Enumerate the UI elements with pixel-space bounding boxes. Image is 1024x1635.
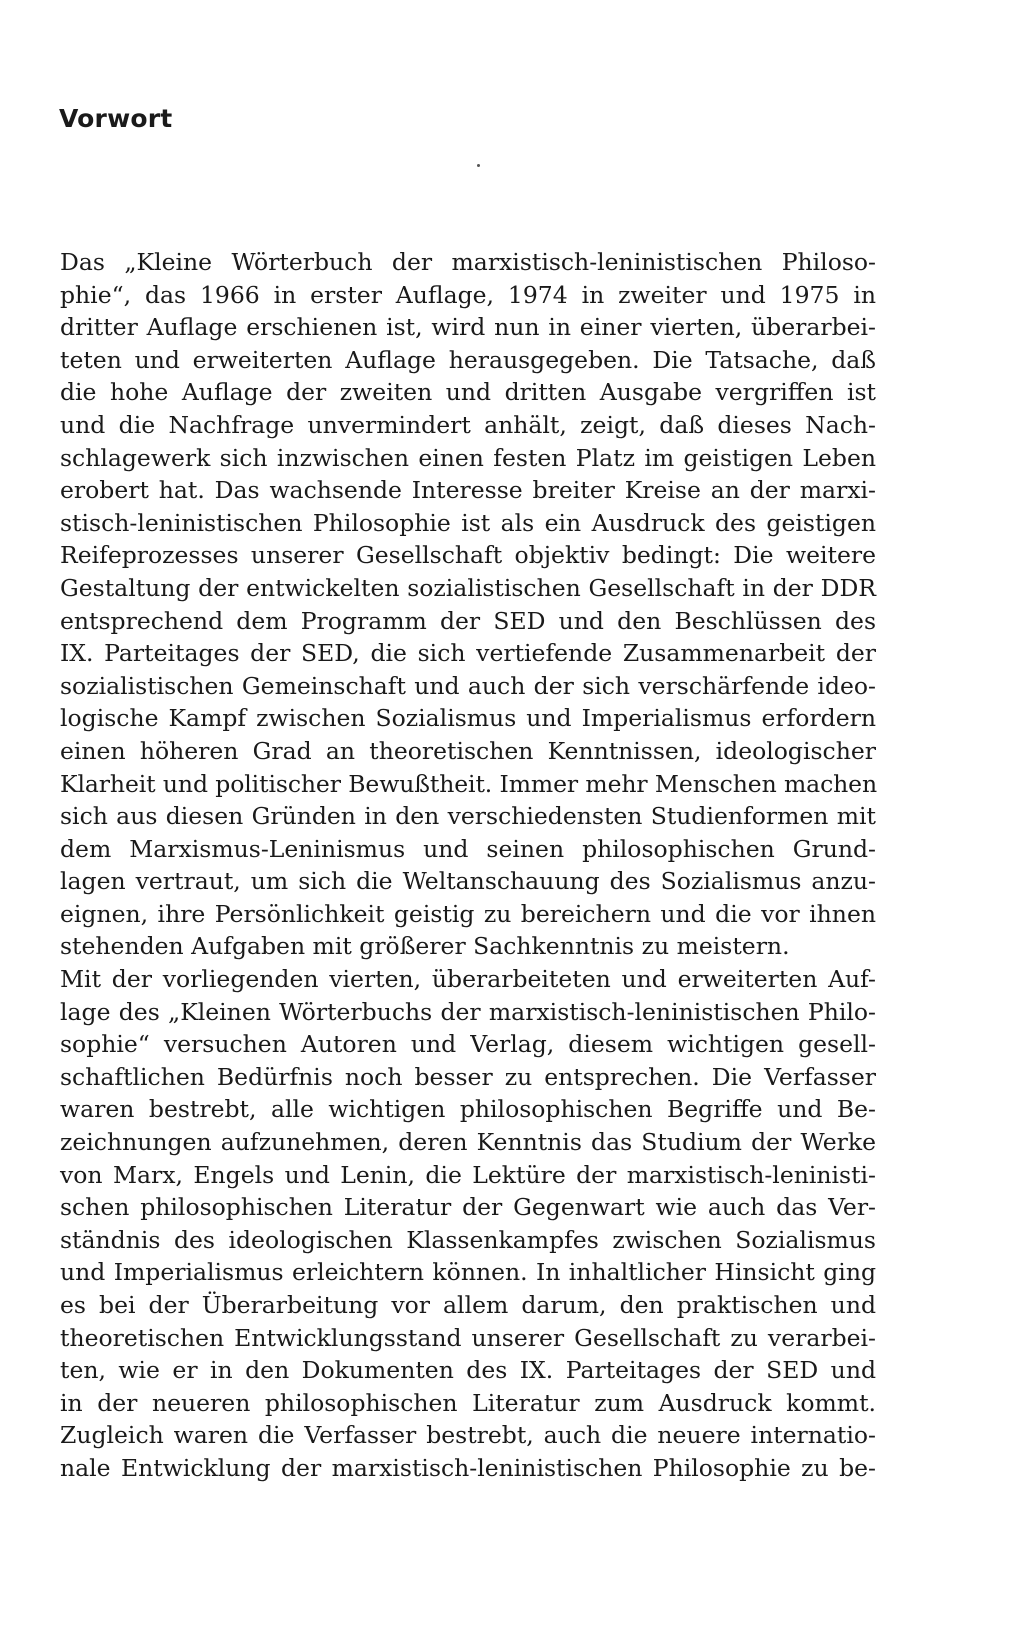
text-line: Reifeprozesses unserer Gesellschaft objektiv bedingt: Die weitere bbox=[60, 541, 876, 570]
text-line: schlagewerk sich inzwischen einen festen Platz im geistigen Leben bbox=[60, 443, 876, 472]
text-line: einen höheren Grad an theoretischen Kenntnissen, ideologischer bbox=[60, 736, 876, 765]
text-line: es bei der Überarbeitung vor allem darum, den praktischen und bbox=[60, 1291, 876, 1319]
text-line: stisch-leninistischen Philosophie ist als ein Ausdruck des geistigen bbox=[60, 508, 876, 537]
text-line: nale Entwicklung der marxistisch-leninistischen Philosophie zu be- bbox=[60, 1453, 876, 1482]
text-line: Gestaltung der entwickelten sozialistischen Gesellschaft in der DDR bbox=[60, 573, 876, 602]
text-line: lagen vertraut, um sich die Weltanschauung des Sozialismus anzu- bbox=[60, 867, 876, 896]
text-line: ständnis des ideologischen Klassenkampfes zwischen Sozialismus bbox=[60, 1225, 876, 1254]
text-line: eignen, ihre Persönlichkeit geistig zu bereichern und die vor ihnen bbox=[60, 899, 876, 928]
text-line: sophie“ versuchen Autoren und Verlag, diesem wichtigen gesell- bbox=[60, 1030, 876, 1059]
text-line: Das „Kleine Wörterbuch der marxistisch-leninistischen Philoso- bbox=[60, 248, 876, 276]
text-line: von Marx, Engels und Lenin, die Lektüre der marxistisch-leninisti- bbox=[60, 1160, 876, 1189]
text-line: logische Kampf zwischen Sozialismus und Imperialismus erfordern bbox=[60, 704, 876, 733]
text-line: und die Nachfrage unvermindert anhält, zeigt, daß dieses Nach- bbox=[60, 410, 876, 439]
body-text bbox=[60, 246, 876, 1485]
text-line: sozialistischen Gemeinschaft und auch der sich verschärfende ideo- bbox=[60, 671, 876, 700]
text-line: erobert hat. Das wachsende Interesse breiter Kreise an der marxi- bbox=[60, 476, 876, 505]
text-line: phie“, das 1966 in erster Auflage, 1974 in zweiter und 1975 in bbox=[60, 280, 876, 309]
text-line: theoretischen Entwicklungsstand unserer Gesellschaft zu verarbei- bbox=[60, 1323, 876, 1352]
text-line: waren bestrebt, alle wichtigen philosophischen Begriffe und Be- bbox=[60, 1095, 876, 1124]
text-line: die hohe Auflage der zweiten und dritten Ausgabe vergriffen ist bbox=[60, 378, 876, 407]
text-line: stehenden Aufgaben mit größerer Sachkenntnis zu meistern. bbox=[60, 932, 790, 961]
text-line: ten, wie er in den Dokumenten des IX. Parteitages der SED und bbox=[60, 1356, 876, 1385]
text-line: sich aus diesen Gründen in den verschiedensten Studienformen mit bbox=[60, 802, 876, 831]
text-line: Klarheit und politischer Bewußtheit. Immer mehr Menschen machen bbox=[60, 769, 878, 798]
text-line: schaftlichen Bedürfnis noch besser zu entsprechen. Die Verfasser bbox=[60, 1062, 876, 1091]
chapter-heading: Vorwort bbox=[59, 104, 173, 133]
text-line: lage des „Kleinen Wörterbuchs der marxistisch-leninistischen Philo- bbox=[60, 997, 876, 1026]
print-speck bbox=[477, 164, 480, 167]
text-line: dem Marxismus-Leninismus und seinen philosophischen Grund- bbox=[60, 834, 876, 863]
text-line: in der neueren philosophischen Literatur zum Ausdruck kommt. bbox=[60, 1388, 876, 1417]
text-line: und Imperialismus erleichtern können. In inhaltlicher Hinsicht ging bbox=[60, 1258, 876, 1287]
text-line: teten und erweiterten Auflage herausgegeben. Die Tatsache, daß bbox=[60, 345, 876, 374]
text-line: IX. Parteitages der SED, die sich vertiefende Zusammenarbeit der bbox=[60, 639, 876, 668]
text-line: entsprechend dem Programm der SED und den Beschlüssen des bbox=[60, 606, 876, 635]
text-line: Mit der vorliegenden vierten, überarbeiteten und erweiterten Auf- bbox=[60, 965, 876, 994]
text-line: zeichnungen aufzunehmen, deren Kenntnis das Studium der Werke bbox=[60, 1128, 876, 1157]
text-line: dritter Auflage erschienen ist, wird nun in einer vierten, überarbei- bbox=[60, 313, 876, 342]
text-line: schen philosophischen Literatur der Gegenwart wie auch das Ver- bbox=[60, 1193, 876, 1222]
text-line: Zugleich waren die Verfasser bestrebt, auch die neuere internatio- bbox=[60, 1421, 876, 1450]
